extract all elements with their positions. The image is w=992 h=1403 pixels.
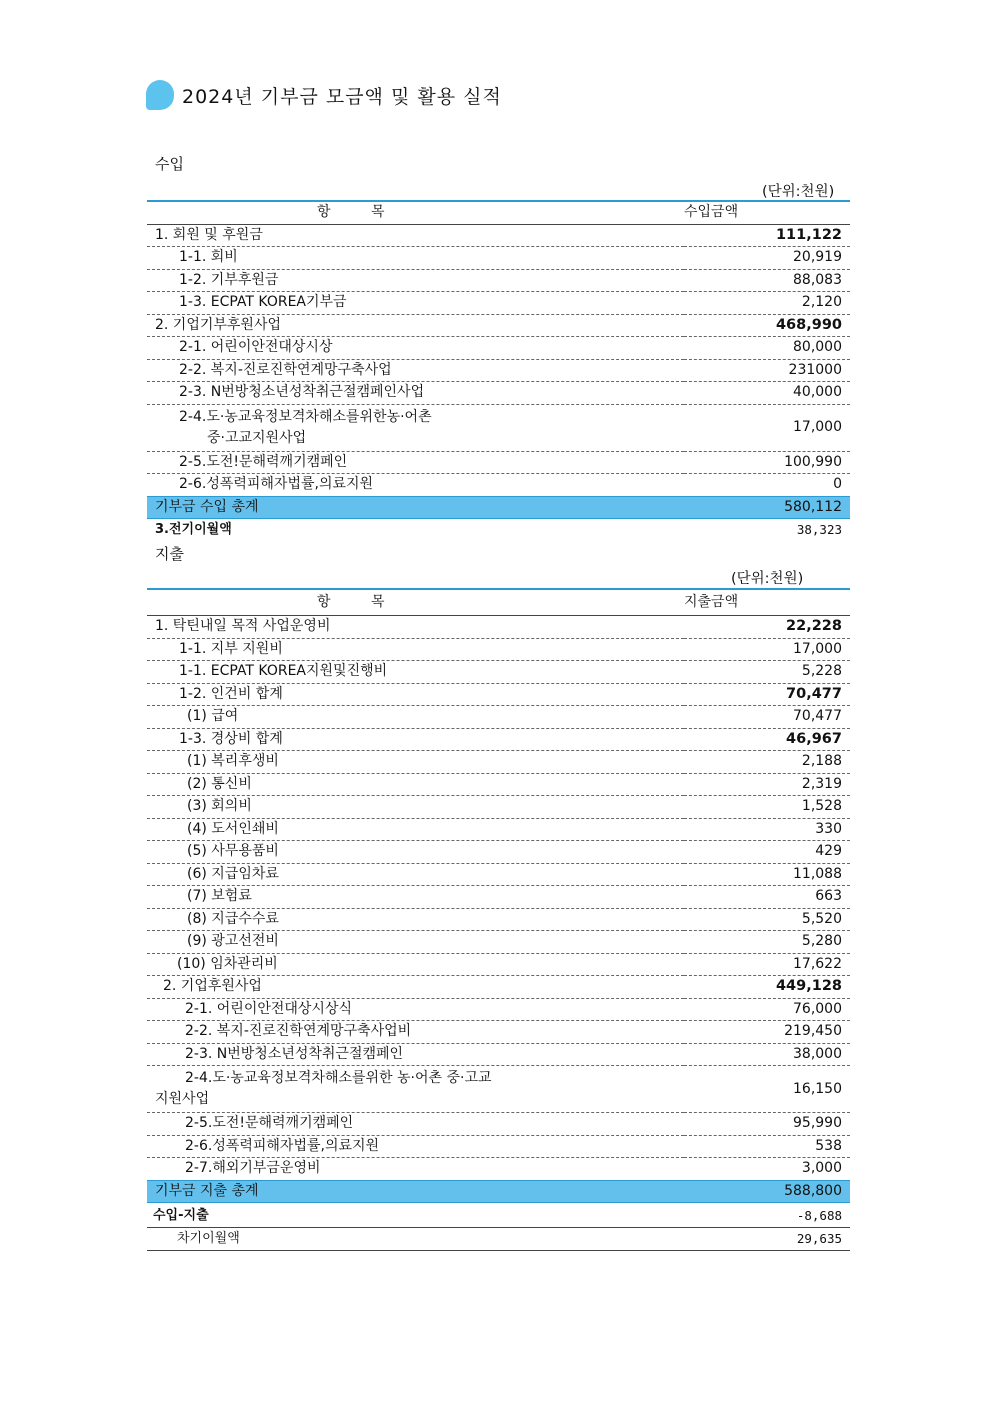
row-label: 2-2. 복지-진로진학연계망구축사업 [147,359,684,382]
row-amount: 38,000 [684,1043,850,1066]
row-label: 2. 기업기부후원사업 [147,314,684,337]
row-label-line1: 2-4.도·농교육정보격차해소를위한농·어촌 [179,408,432,425]
table-row [147,773,850,796]
total-label: 기부금 수입 총계 [147,496,684,519]
row-amount: 40,000 [684,382,850,405]
expense-section-label: 지출 [155,545,184,563]
row-label: 1-2. 인건비 합계 [147,683,684,706]
row-amount: 3,000 [684,1158,850,1181]
next-carryover-label: 차기이월액 [147,1228,684,1251]
row-label: (7) 보험료 [147,886,684,909]
row-amount: 663 [684,886,850,909]
table-row [147,1043,850,1066]
row-label: (2) 통신비 [147,773,684,796]
row-label: 2-2. 복지-진로진학연계망구축사업비 [147,1021,684,1044]
row-amount: 76,000 [684,998,850,1021]
table-row [147,404,850,451]
row-amount: 5,280 [684,931,850,954]
row-amount: 2,120 [684,292,850,315]
row-amount: 20,919 [684,247,850,270]
title-row [146,78,502,112]
row-label: 1-2. 기부후원금 [147,269,684,292]
row-label: 2-5.도전!문해력깨기캠페인 [147,451,684,474]
row-amount: 449,128 [684,976,850,999]
table-row [147,314,850,337]
row-amount: 2,188 [684,751,850,774]
table-row [147,1113,850,1136]
row-amount: 17,622 [684,953,850,976]
title-bullet-icon [146,80,174,110]
table-row [147,247,850,270]
row-amount: 2,319 [684,773,850,796]
table-row [147,683,850,706]
table-row [147,269,850,292]
table-row [147,841,850,864]
expense-unit-label: (단위:천원) [731,571,804,587]
row-amount: 11,088 [684,863,850,886]
table-row [147,1158,850,1181]
row-label: (3) 회의비 [147,796,684,819]
table-row [147,953,850,976]
table-row [147,224,850,247]
row-label: (4) 도서인쇄비 [147,818,684,841]
income-unit-label: (단위:천원) [762,184,835,200]
row-label: 2-3. N번방청소년성착취근절캠페인사업 [147,382,684,405]
row-label-line2: 중·고교지원사업 [207,429,307,446]
row-amount: 17,000 [684,404,850,451]
row-label-line2: 지원사업 [155,1091,210,1107]
row-label: (1) 급여 [147,706,684,729]
total-amount: 588,800 [684,1180,850,1203]
table-row [147,1135,850,1158]
header-item: 항 목 [147,201,684,224]
row-label: 2-5.도전!문해력깨기캠페인 [147,1113,684,1136]
carryover-amount: 38,323 [796,522,842,538]
row-amount: 0 [684,474,850,497]
row-amount: 468,990 [684,314,850,337]
table-row [147,863,850,886]
table-header [147,201,850,224]
row-label: (9) 광고선전비 [147,931,684,954]
row-label: 1-1. 회비 [147,247,684,270]
table-row [147,931,850,954]
table-row [147,661,850,684]
table-row [147,706,850,729]
row-amount: 5,520 [684,908,850,931]
row-label: 1-1. ECPAT KOREA지원및진행비 [147,661,684,684]
row-label-line1: 2-4.도·농교육정보격차해소를위한 농·어촌 중·고교 [185,1070,492,1086]
table-row [147,728,850,751]
row-amount: 231000 [684,359,850,382]
row-amount: 330 [684,818,850,841]
next-carryover-amount: 29,635 [684,1228,850,1251]
header-amount: 수입금액 [684,201,850,224]
row-label: 2-6.성폭력피해자법률,의료지원 [147,474,684,497]
row-label: 2-1. 어린이안전대상시상식 [147,998,684,1021]
row-amount: 70,477 [684,706,850,729]
income-section-label: 수입 [155,155,184,173]
header-amount: 지출금액 [684,589,850,616]
row-label: (6) 지급임차료 [147,863,684,886]
carryover-label [147,519,684,541]
row-amount: 22,228 [684,616,850,639]
row-amount: 70,477 [684,683,850,706]
row-label [147,1066,684,1113]
row-label: 1-3. ECPAT KOREA기부금 [147,292,684,315]
row-amount: 46,967 [684,728,850,751]
next-carryover-row [147,1228,850,1251]
table-row [147,976,850,999]
table-row [147,292,850,315]
carryover-row [147,519,850,541]
row-label: 1. 회원 및 후원금 [147,224,684,247]
row-label: 1. 탁틴내일 목적 사업운영비 [147,616,684,639]
row-label: 1-3. 경상비 합계 [147,728,684,751]
total-row [147,1180,850,1203]
row-label: 2. 기업후원사업 [147,976,684,999]
row-label: 1-1. 지부 지원비 [147,638,684,661]
row-label: (8) 지급수수료 [147,908,684,931]
table-row [147,1021,850,1044]
table-row [147,818,850,841]
row-label: (5) 사무용품비 [147,841,684,864]
row-amount: 17,000 [684,638,850,661]
table-row [147,382,850,405]
table-row [147,638,850,661]
header-item: 항 목 [147,589,684,616]
row-label: 2-6.성폭력피해자법률,의료지원 [147,1135,684,1158]
table-row [147,886,850,909]
balance-label [147,1203,684,1228]
table-row [147,1066,850,1113]
expense-table [147,588,850,1251]
table-row [147,474,850,497]
table-row [147,751,850,774]
carryover-label-text: 3.전기이월액 [155,522,232,538]
row-amount: 111,122 [684,224,850,247]
row-amount: 100,990 [684,451,850,474]
balance-row [147,1203,850,1228]
table-row [147,796,850,819]
table-row [147,337,850,360]
total-row [147,496,850,519]
table-header [147,589,850,616]
balance-label-text: 수입-지출 [153,1207,209,1223]
row-label: 2-1. 어린이안전대상시상 [147,337,684,360]
row-label [147,404,684,451]
row-label: (1) 복리후생비 [147,751,684,774]
page-title: 2024년 기부금 모금액 및 활용 실적 [182,85,502,108]
row-amount: 538 [684,1135,850,1158]
row-amount: 1,528 [684,796,850,819]
row-label: (10) 임차관리비 [147,953,684,976]
total-amount: 580,112 [684,496,850,519]
row-amount: 88,083 [684,269,850,292]
row-label: 2-7.해외기부금운영비 [147,1158,684,1181]
balance-amount: -8,688 [684,1203,850,1228]
row-amount: 5,228 [684,661,850,684]
row-amount: 429 [684,841,850,864]
row-amount: 16,150 [684,1066,850,1113]
table-row [147,616,850,639]
row-amount: 95,990 [684,1113,850,1136]
table-row [147,998,850,1021]
row-amount: 219,450 [684,1021,850,1044]
table-row [147,359,850,382]
table-row [147,908,850,931]
row-label: 2-3. N번방청소년성착취근절캠페인 [147,1043,684,1066]
table-row [147,451,850,474]
total-label: 기부금 지출 총계 [147,1180,684,1203]
income-table [147,200,850,541]
row-amount: 80,000 [684,337,850,360]
